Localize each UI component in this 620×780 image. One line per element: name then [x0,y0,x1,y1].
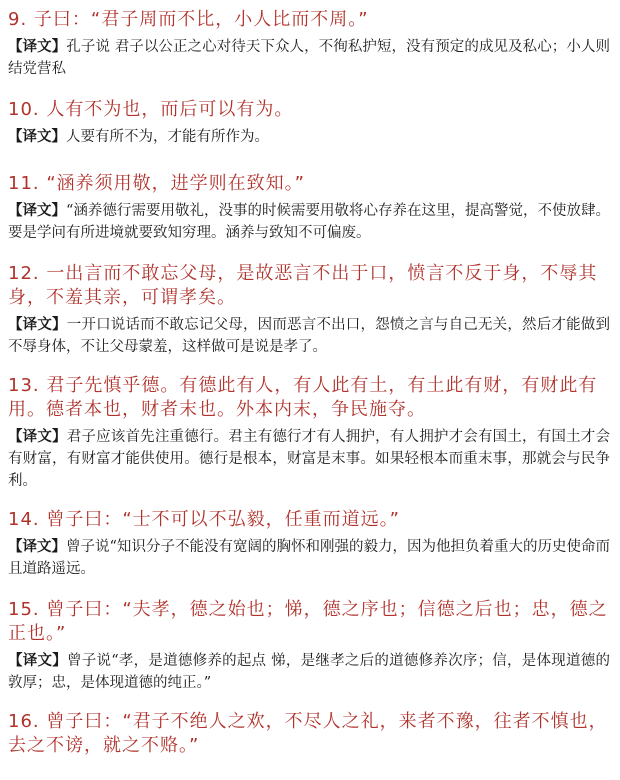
quote-text: 12. 一出言而不敢忘父母，是故恶言不出于口，愤言不反于身，不辱其身，不羞其亲，可谓孝矣。 [8,263,598,308]
translation-body: 曾子说“孝，是道德修养的起点 悌，是继孝之后的道德修养次序；信，是体现道德的敦厚；忠，是体现道德的纯正。” [8,653,610,691]
translation-text [8,536,610,580]
translation-tag: 【译文】 [8,652,67,669]
entry-14 [8,508,610,580]
quote-text: 11. “涵养须用敬，进学则在致知。” [8,173,305,194]
quote-text: 15. 曾子曰：“夫孝，德之始也；悌，德之序也；信德之后也；忠，德之正也。” [8,599,608,644]
translation-text [8,126,610,148]
translation-body: “涵养德行需要用敬礼，没事的时候需要用敬将心存养在这里，提高警觉，不使放肆。要是学问有所进境就要致知穷理。涵养与致知不可偏废。 [8,203,610,241]
entry-12 [8,262,610,358]
translation-text [8,314,610,358]
translation-tag: 【译文】 [8,316,67,333]
quote-text: 13. 君子先慎乎德。有德此有人，有人此有土，有土此有财，有财此有用。德者本也，财者末也。外本内末，争民施夺。 [8,375,598,420]
translation-tag: 【译文】 [8,202,67,219]
entry-9 [8,8,610,80]
translation-body: 曾子说“知识分子不能没有宽阔的胸怀和刚强的毅力，因为他担负着重大的历史使命而且道路遥远。 [8,539,610,577]
entry-16 [8,710,610,758]
translation-tag: 【译文】 [8,428,67,445]
quote-text: 9. 子曰：“君子周而不比，小人比而不周。” [8,9,369,30]
translation-text [8,426,610,492]
translation-text [8,200,610,244]
entry-13 [8,374,610,492]
translation-text [8,36,610,80]
entry-15 [8,598,610,694]
translation-body: 君子应该首先注重德行。君主有德行才有人拥护，有人拥护才会有国土，有国土才会有财富，有财富才能供使用。德行是根本，财富是末事。如果轻根本而重末事，那就会与民争利。 [8,429,610,489]
translation-tag: 【译文】 [8,128,66,145]
translation-tag: 【译文】 [8,38,67,55]
translation-text [8,650,610,694]
quote-text: 10. 人有不为也，而后可以有为。 [8,99,294,120]
quote-text: 14. 曾子曰：“士不可以不弘毅，任重而道远。” [8,509,400,530]
translation-body: 孔子说 君子以公正之心对待天下众人，不徇私护短，没有预定的成见及私心；小人则结党营私 [8,39,611,77]
quote-text: 16. 曾子曰：“君子不绝人之欢，不尽人之礼，来者不豫，往者不慎也，去之不谤，就之不赂。” [8,711,608,756]
translation-tag: 【译文】 [8,538,67,555]
translation-body: 人要有所不为，才能有所作为。 [66,129,269,145]
translation-body: 一开口说话而不敢忘记父母，因而恶言不出口，怨愤之言与自己无关，然后才能做到不辱身体，不让父母蒙羞，这样做可是说是孝了。 [8,317,610,355]
entry-11 [8,172,610,244]
entry-10 [8,98,610,148]
